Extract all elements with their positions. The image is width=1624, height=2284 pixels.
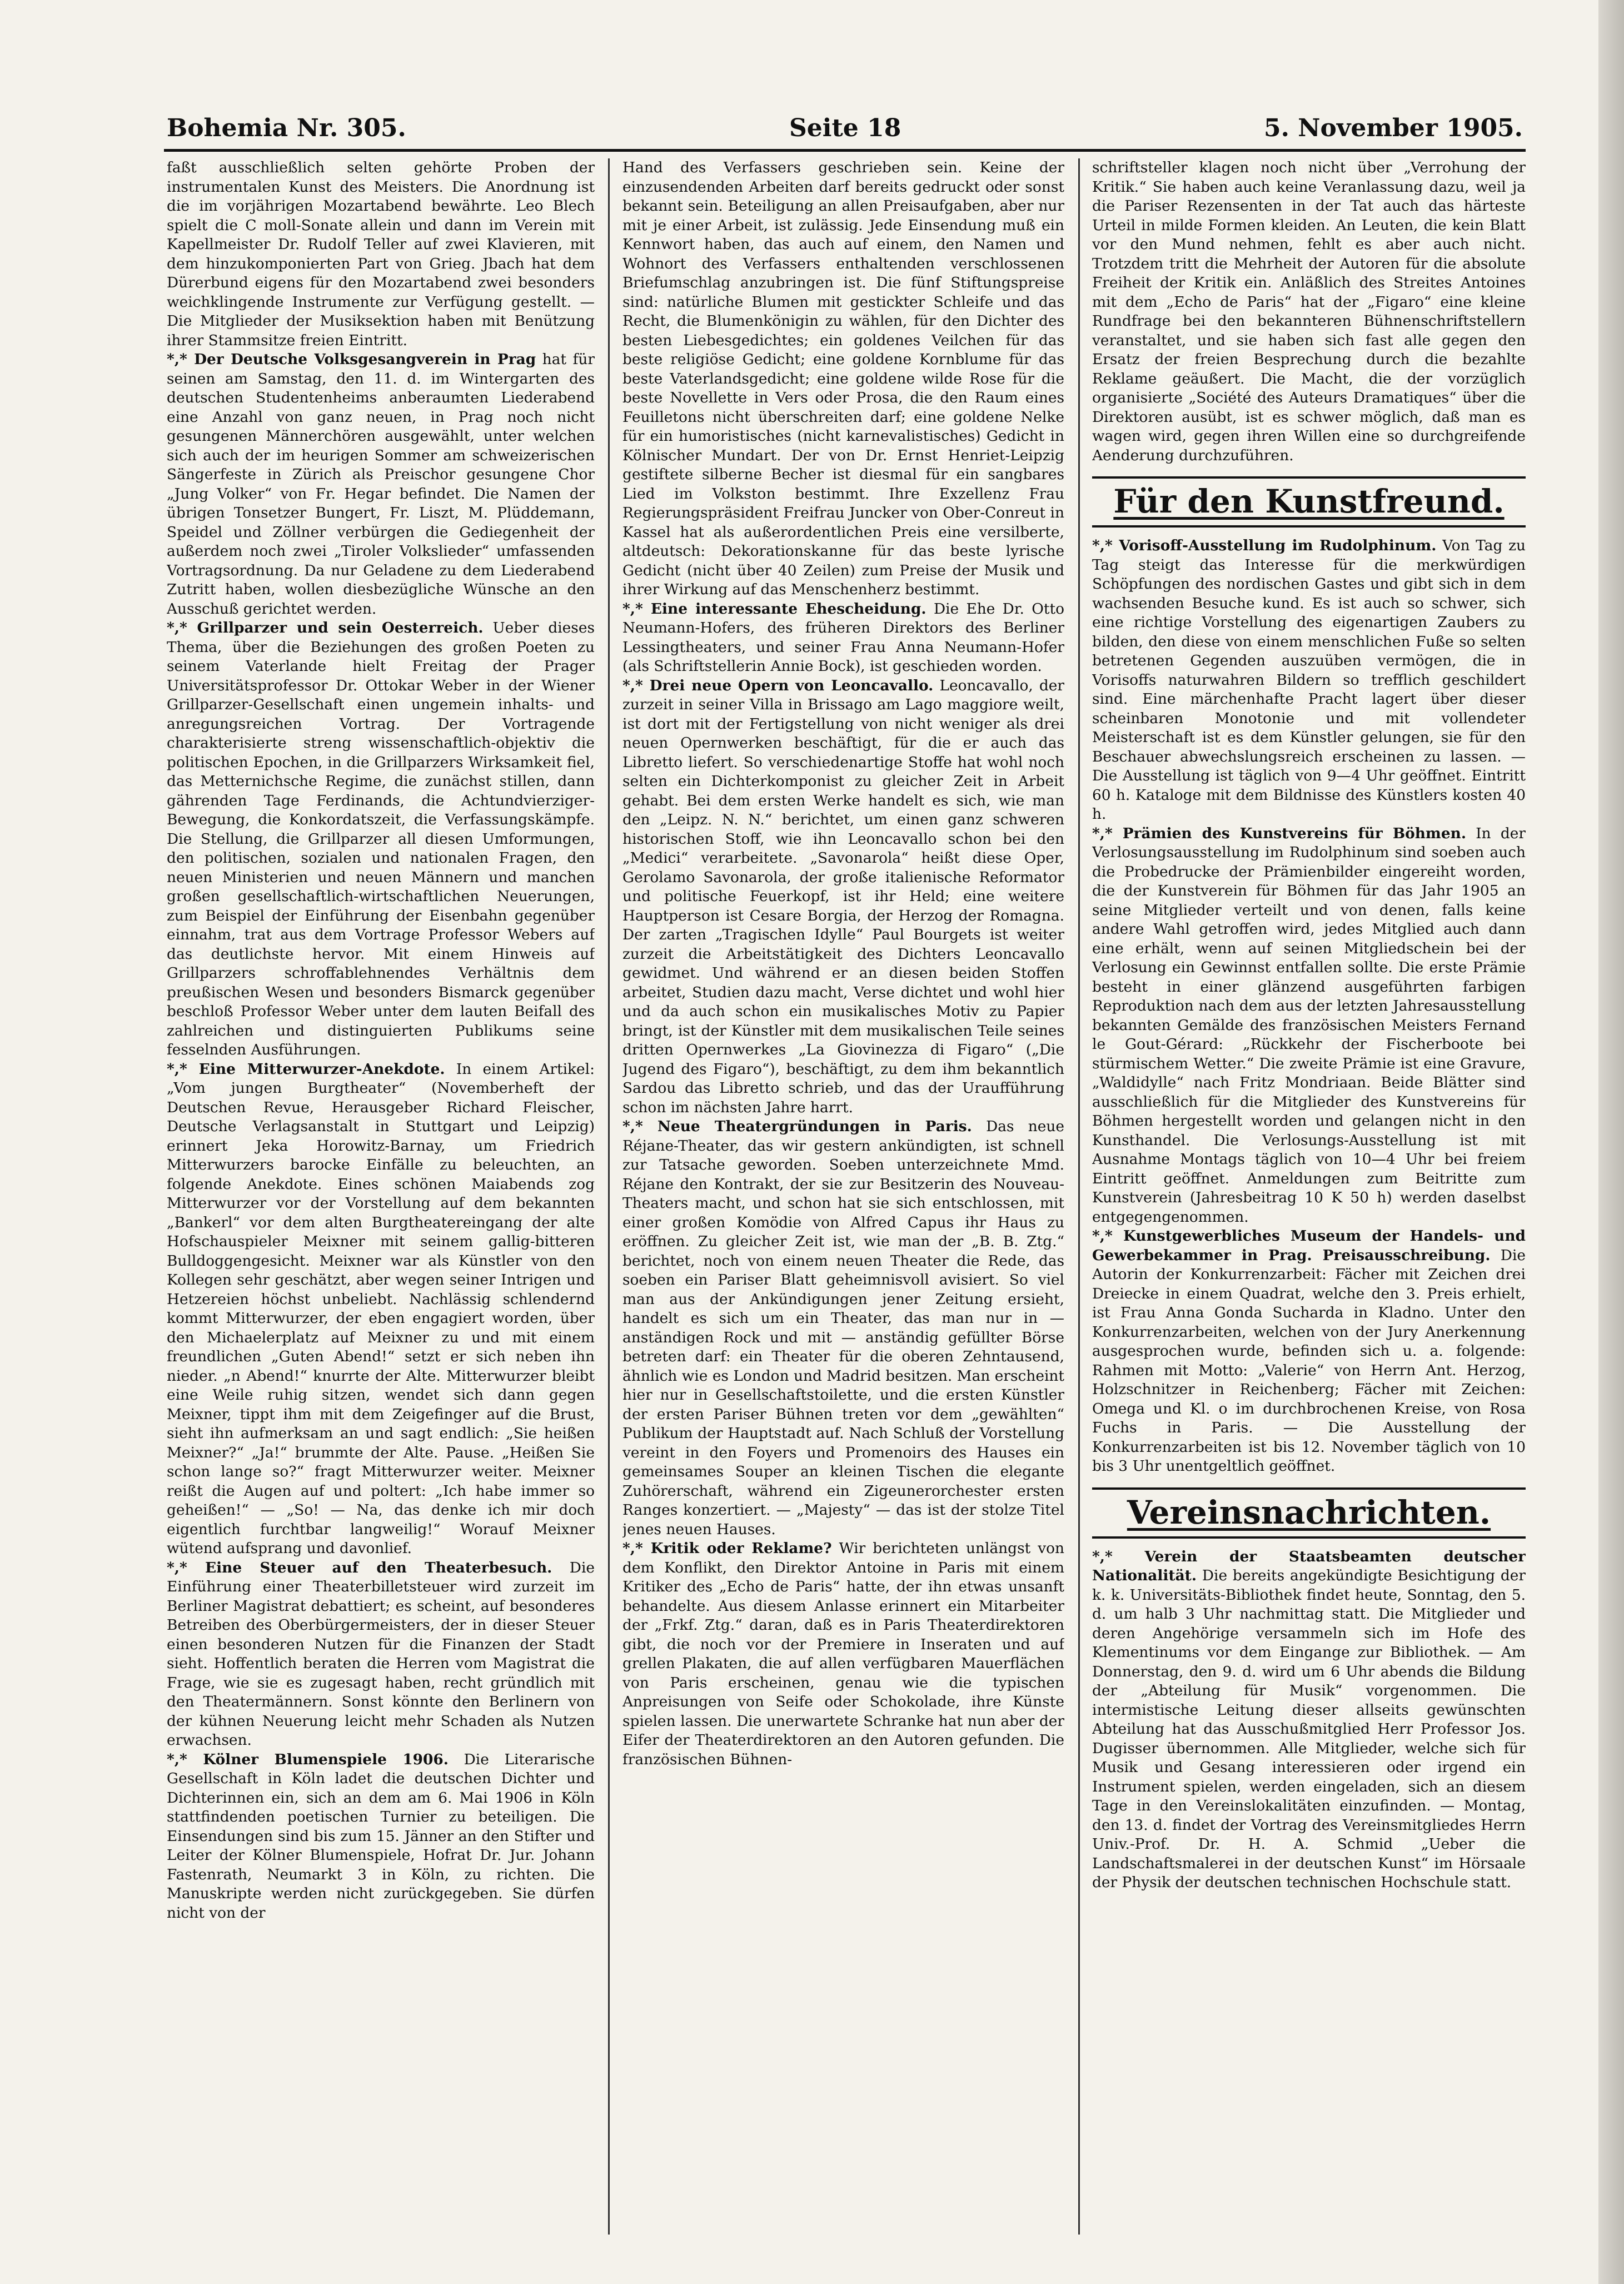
article <box>167 1750 595 1923</box>
article-body: Wir berichteten unlängst von dem Konflikt, den Direktor Antoine in Paris mit einem Kritiker des „Echo de Paris“ hatte, der ihn etwas unsanft behandelte. Aus diesem Anlasse erinnert ein Mitarbeiter der „Frkf. Ztg.“ daran, daß es in Paris Theaterdirektoren gibt, die noch vor der Premiere in Inseraten und auf grellen Plakaten, die auf allen verfügbaren Mauerflächen von Paris erscheinen, genau wie die typischen Anpreisungen von Seife oder Schokolade, ihre Künste spielen lassen. Die unerwartete Schranke hat nun aber der Eifer der Theaterdirektoren an den Autoren gefunden. Die französischen Bühnen- <box>622 1540 1064 1768</box>
article-body: hat für seinen am Samstag, den 11. d. im Wintergarten des deutschen Studentenheims anberaumten Liederabend eine Anzahl von ganz neuen, in Prag noch nicht gesungenen Männerchören ausgewählt, unter welchen sich auch der im heurigen Sommer am schweizerischen Sängerfeste in Zürich als Preischor gesungene Chor „Jung Volker“ von Fr. Hegar befindet. Die Namen der übrigen Tonsetzer Bungert, Fr. Liszt, M. Plüddemann, Speidel und Zöllner verbürgen die Gediegenheit der außerdem noch zwei „Tiroler Volkslieder“ umfassenden Vortragsordnung. Da nur Geladene zu dem Liederabend Zutritt haben, wollen diesbezügliche Wünsche an den Ausschuß gerichtet werden. <box>167 351 595 618</box>
article-heading: *,* Kölner Blumenspiele 1906. <box>167 1750 449 1768</box>
article-heading: *,* Drei neue Opern von Leoncavallo. <box>622 676 934 694</box>
article-heading: *,* Kunstgewerbliches Museum der Handels- und Gewerbekammer in Prag. Preisausschreibung. <box>1092 1227 1526 1264</box>
article <box>622 1117 1064 1539</box>
article <box>1092 824 1526 1227</box>
section-title: Für den Kunstfreund. <box>1113 482 1505 520</box>
article-body: Die Autorin der Konkurrenzarbeit: Fächer mit Zeichen drei Dreiecke in einem Quadrat, welche den 3. Preis erhielt, ist Frau Anna Gonda Sucharda in Kladno. Unter den Konkurrenzarbeiten, welchen von der Jury Anerkennung ausgesprochen wurde, befinden sich u. a. folgende: Rahmen mit Motto: „Valerie“ von Herrn Ant. Herzog, Holzschnitzer in Reichenberg; Fächer mit Zeichen: Omega und Kl. o im durchbrochenen Kreise, von Rosa Fuchs in Paris. — Die Ausstellung der Konkurrenzarbeiten ist bis 12. November täglich von 10 bis 3 Uhr unentgeltlich geöffnet. <box>1092 1246 1526 1475</box>
article-heading: *,* Vorisoff-Ausstellung im Rudolphinum. <box>1092 537 1437 554</box>
article-heading: *,* Verein der Staatsbeamten deutscher Nationalität. <box>1092 1547 1526 1584</box>
article <box>1092 536 1526 824</box>
header-date: 5. November 1905. <box>1264 114 1523 142</box>
header-masthead: Bohemia Nr. 305. <box>167 114 406 142</box>
article <box>167 350 595 619</box>
article-heading: *,* Prämien des Kunstvereins für Böhmen. <box>1092 824 1467 842</box>
article-heading: *,* Neue Theatergründungen in Paris. <box>622 1118 972 1135</box>
article-body: Leoncavallo, der zurzeit in seiner Villa in Brissago am Lago maggiore weilt, ist dort mit der Fertigstellung von nicht weniger als drei neuen Opernwerken beschäftigt, für die er auch das Libretto liefert. So verschiedenartige Stoffe hat wohl noch selten ein Dichterkomponist zu gleicher Zeit in Arbeit gehabt. Bei dem ersten Werke handelt es sich, wie man den „Leipz. N. N.“ berichtet, um einen ganz schweren historischen Stoff, wie ihn Leoncavallo schon bei den „Medici“ verarbeitete. „Savonarola“ heißt diese Oper, Gerolamo Savonarola, der große italienische Reformator und politische Feuerkopf, ist ihr Held; eine weitere Hauptperson ist Cesare Borgia, der Herzog der Romagna. Der zarten „Tragischen Idylle“ Paul Bourgets ist weiter zurzeit die Arbeitstätigkeit des Dichters Leoncavallo gewidmet. Und während er an diesen beiden Stoffen arbeitet, Studien dazu macht, Verse dichtet und wohl hier und da auch schon ein musikalisches Motiv zu Papier bringt, ist der Künstler mit dem musikalischen Teile seines dritten Opernwerkes „La Giovinezza di Figaro“ („Die Jugend des Figaro“), beschäftigt, zu dem ihm bekanntlich Sardou das Libretto schrieb, und das der Uraufführung schon im nächsten Jahre harrt. <box>622 676 1064 1116</box>
article-heading: *,* Eine Steuer auf den Theaterbesuch. <box>167 1559 552 1576</box>
header-rule <box>164 149 1526 152</box>
article-heading: *,* Der Deutsche Volksgesangverein in Prag <box>167 351 536 368</box>
column-2 <box>622 158 1064 2237</box>
article-body: In einem Artikel: „Vom jungen Burgtheater“ (Novemberheft der Deutschen Revue, Herausgeber Richard Fleischer, Deutsche Verlagsanstalt in Stuttgart und Leipzig) erinnert Jeka Horowitz-Barnay, um Friedrich Mitterwurzers barocke Einfälle zu beleuchten, an folgende Anekdote. Eines schönen Maiabends zog Mitterwurzer vor der Vorstellung auf dem bekannten „Bankerl“ vor dem alten Burgtheatereingang der alte Hofschauspieler Meixner mit seinem gallig-bitteren Bulldoggengesicht. Meixner war als Künstler von den Kollegen sehr geschätzt, aber wegen seiner Intrigen und Hetzereien höchst unbeliebt. Nachlässig schlendernd kommt Mitterwurzer, der eben engagiert worden, über den Michaelerplatz auf Meixner zu und mit einem freundlichen „Guten Abend!“ setzt er sich neben ihn nieder. „n Abend!“ knurrte der Alte. Mitterwurzer bleibt eine Weile ruhig sitzen, wendet sich dann gegen Meixner, tippt ihm mit dem Zeigefinger auf die Brust, sieht ihn aufmerksam an und sagt endlich: „Sie heißen Meixner?“ „Ja!“ brummte der Alte. Pause. „Heißen Sie schon lange so?“ fragt Mitterwurzer weiter. Meixner reißt die Augen auf und poltert: „Ich habe immer so geheißen!“ — „So! — Na, das denke ich mir doch eigentlich furchtbar langweilig!“ Worauf Meixner wütend aufsprang und davonlief. <box>167 1060 595 1557</box>
article-heading: *,* Grillparzer und sein Oesterreich. <box>167 619 484 636</box>
article-continuation: faßt ausschließlich selten gehörte Proben der instrumentalen Kunst des Meisters. Die Anordnung ist die im vorjährigen Mozartabend bewährte. Leo Blech spielt die C moll-Sonate allein und dann im Verein mit Kapellmeister Dr. Rudolf Teller auf zwei Klavieren, mit dem hinzukomponierten Part von Grieg. Jbach hat dem Dürerbund eigens für den Mozartabend zwei besonders weichklingende Instrumente zur Verfügung gestellt. — Die Mitglieder der Musiksektion haben mit Benützung ihrer Stammsitze freien Eintritt. <box>167 159 595 349</box>
article-body: Die Einführung einer Theaterbilletsteuer wird zurzeit im Berliner Magistrat debattiert; es scheint, auf besonderes Betreiben des Oberbürgermeisters, der in dieser Steuer einen besonderen Nutzen für die Finanzen der Stadt sieht. Hoffentlich beraten die Herren vom Magistrat die Frage, wie sie es zugesagt haben, recht gründlich mit den Theatermännern. Sonst könnte den Berlinern von der kühnen Neuerung leicht mehr Schaden als Nutzen erwachsen. <box>167 1559 595 1749</box>
article <box>167 619 595 1060</box>
article <box>622 600 1064 676</box>
article <box>622 1539 1064 1769</box>
header-page-number: Seite 18 <box>789 114 901 142</box>
article-heading: *,* Eine Mitterwurzer-Anekdote. <box>167 1060 445 1078</box>
article-continuation: Hand des Verfassers geschrieben sein. Keine der einzusendenden Arbeiten darf bereits gedruckt oder sonst bekannt sein. Beteiligung an allen Preisaufgaben, aber nur mit je einer Arbeit, ist zulässig. Jede Einsendung muß ein Kennwort haben, das auch auf einem, den Namen und Wohnort des Verfassers enthaltenden verschlossenen Briefumschlag anzubringen ist. Die fünf Stiftungspreise sind: natürliche Blumen mit gestickter Schleife und das Recht, die Blumenkönigin zu wählen, für den Dichter des besten Liebesgedichtes; ein goldenes Veilchen für das beste religiöse Gedicht; eine goldene Kornblume für das beste Vaterlandsgedicht; eine goldene wilde Rose für die beste Novellette in Vers oder Prosa, die den Raum eines Feuilletons nicht überschreiten darf; eine goldene Nelke für ein humoristisches (nicht karnevalistisches) Gedicht in Kölnischer Mundart. Der von Dr. Ernst Henriet-Leipzig gestiftete silberne Becher ist diesmal für ein sangbares Lied im Volkston bestimmt. Ihre Exzellenz Frau Regierungspräsident Freifrau Juncker von Ober-Conreut in Kassel hat als außerordentlichen Preis eine versilberte, altdeutsch: Dekorationskanne für das beste lyrische Gedicht (nicht über 40 Zeilen) zum Preise der Musik und ihrer Wirkung auf das Menschenherz bestimmt. <box>622 159 1064 598</box>
article-body: Das neue Réjane-Theater, das wir gestern ankündigten, ist schnell zur Tatsache geworden. Soeben unterzeichnete Mmd. Réjane den Kontrakt, der sie zur Besitzerin des Nouveau-Theaters macht, und schon hat sie sich entschlossen, mit einer großen Komödie von Alfred Capus ihr Haus zu eröffnen. Zu gleicher Zeit ist, wie man der „B. B. Ztg.“ berichtet, noch von einem neuen Theater die Rede, das soeben ein Pariser Blatt geheimnisvoll avisiert. So viel man aus der Ankündigungen jener Zeitung ersieht, handelt es sich um ein Theater, das man nur in — anständigen Rock und mit — anständig gefüllter Börse betreten darf: ein Theater für die oberen Zehntausend, ähnlich wie es London und Madrid besitzen. Man erscheint hier nur in Gesellschaftstoilette, und die ersten Künstler der ersten Pariser Bühnen treten vor dem „gewählten“ Publikum der Hauptstadt auf. Nach Schluß der Vorstellung vereint in den Foyers und Promenoirs des Hauses ein gemeinsames Souper an kleinen Tischen die elegante Zuhörerschaft, während ein Zigeunerorchester ersten Ranges konzertiert. — „Majesty“ — das ist der stolze Titel jenes neuen Hauses. <box>622 1118 1064 1538</box>
article <box>622 676 1064 1118</box>
column-divider-1 <box>608 158 610 2235</box>
page-header <box>167 114 1523 153</box>
article-body: Ueber dieses Thema, über die Beziehungen des großen Poeten zu seinem Vaterlande hielt Freitag der Prager Universitätsprofessor Dr. Ottokar Weber in der Wiener Grillparzer-Gesellschaft einen ungemein inhalts- und anregungsreichen Vortrag. Der Vortragende charakterisierte streng wissenschaftlich-objektiv die politischen Epochen, in die Grillparzers Wirksamkeit fiel, das Metternichsche Regime, die zunächst stillen, dann gährenden Tage Ferdinands, die Achtundvierziger-Bewegung, die Konkordatszeit, die Verfassungskämpfe. Die Stellung, die Grillparzer all diesen Umformungen, den politischen, sozialen und nationalen Fragen, den neuen Ministerien und neuen Männern und manchen großen gesellschaftlich-wirtschaftlichen Neuerungen, zum Beispiel der Einführung der Eisenbahn gegenüber einnahm, trat aus dem Vortrage Professor Webers auf das deutlichste hervor. Mit einem Hinweis auf Grillparzers schroffablehnendes Verhältnis dem preußischen Wesen und besonders Bismarck gegenüber beschloß Professor Weber unter dem lauten Beifall des zahlreichen und distinguierten Publikums seine fesselnden Ausführungen. <box>167 619 595 1058</box>
article <box>1092 1547 1526 1893</box>
article-body: Die Literarische Gesellschaft in Köln ladet die deutschen Dichter und Dichterinnen ein, sich an dem am 6. Mai 1906 in Köln stattfindenden poetischen Turnier zu beteiligen. Die Einsendungen sind bis zum 15. Jänner an den Stifter und Leiter der Kölner Blumenspiele, Hofrat Dr. Jur. Johann Fastenrath, Neumarkt 3 in Köln, zu richten. Die Manuskripte werden nicht zurückgegeben. Sie dürfen nicht von der <box>167 1750 595 1922</box>
article-body: Von Tag zu Tag steigt das Interesse für die merkwürdigen Schöpfungen des nordischen Gastes und gibt sich in dem wachsenden Besuche kund. Es ist auch so schwer, sich eine richtige Vorstellung des eigenartigen Zaubers zu bilden, den diese von einem menschlichen Fuße so selten betretenen Gegenden auszuüben vermögen, die in Vorisoffs naturwahren Bildern so trefflich geschildert sind. Eine märchenhafte Pracht lagert über dieser scheinbaren Monotonie und mit vollendeter Meisterschaft ist es dem Künstler gelungen, sie für den Beschauer abwechslungsreich erscheinen zu lassen. — Die Ausstellung ist täglich von 9—4 Uhr geöffnet. Eintritt 60 h. Kataloge mit dem Bildnisse des Künstlers kosten 40 h. <box>1092 537 1526 823</box>
article-continuation: schriftsteller klagen noch nicht über „Verrohung der Kritik.“ Sie haben auch keine Veranlassung dazu, weil ja die Pariser Rezensenten in der Tat auch das härteste Urteil in milde Formen kleiden. An Leuten, die kein Blatt vor den Mund nehmen, fehlt es aber auch nicht. Trotzdem tritt die Mehrheit der Autoren für die absolute Freiheit der Kritik ein. Anläßlich des Streites Antoines mit dem „Echo de Paris“ hat der „Figaro“ eine kleine Rundfrage bei den bekannteren Bühnenschriftstellern veranstaltet, und sie haben sich fast alle gegen den Ersatz der freien Besprechung durch die bezahlte Reklame geäußert. Die Macht, die der vorzüglich organisierte „Société des Auteurs Dramatiques“ über die Direktoren ausübt, ist es schwer möglich, daß man es wagen wird, gegen ihren Willen eine so durchgreifende Aenderung durchzuführen. <box>1092 159 1526 464</box>
article-heading: *,* Kritik oder Reklame? <box>622 1540 832 1557</box>
article-body: Die Ehe Dr. Otto Neumann-Hofers, des früheren Direktors des Berliner Lessingtheaters, und seiner Frau Anna Neumann-Hofer (als Schriftstellerin Annie Bock), ist geschieden worden. <box>622 600 1064 675</box>
article-body: In der Verlosungsausstellung im Rudolphinum sind soeben auch die Probedrucke der Prämienbilder eingereiht worden, die der Kunstverein für Böhmen für das Jahr 1905 an seine Mitglieder verteilt und von denen, falls keine andere Wahl getroffen wird, jedes Mitglied auch dann eine erhält, wenn auf seinen Mitgliedschein bei der Verlosung ein Gewinnst entfallen sollte. Die erste Prämie besteht in einer glänzend ausgeführten farbigen Reproduktion nach dem aus der letzten Jahresausstellung bekannten Gemälde des französischen Meisters Fernand le Gout-Gérard: „Rückkehr der Fischerboote bei stürmischem Wetter.“ Die zweite Prämie ist eine Gravure, „Waldidylle“ nach Fritz Mondriaan. Beide Blätter sind ausschließlich für die Mitglieder des Kunstvereins für Böhmen hergestellt worden und gelangen nicht in den Kunsthandel. Die Verlosungs-Ausstellung ist mit Ausnahme Montags täglich von 10—4 Uhr bei freiem Eintritt geöffnet. Anmeldungen zum Beitritte zum Kunstverein (Jahresbeitrag 10 K 50 h) werden daselbst entgegengenommen. <box>1092 824 1526 1226</box>
column-divider-2 <box>1078 158 1080 2235</box>
article <box>1092 1227 1526 1476</box>
article-body: Die bereits angekündigte Besichtigung der k. k. Universitäts-Bibliothek findet heute, Sonntag, den 5. d. um halb 3 Uhr nachmittag statt. Die Mitglieder und deren Angehörige versammeln sich im Hofe des Klementinums vor dem Eingange zur Bibliothek. — Am Donnerstag, den 9. d. wird um 6 Uhr abends die Bildung der „Abteilung für Musik“ vorgenommen. Die intermistische Leitung dieser allseits gewünschten Abteilung hat das Ausschußmitglied Herr Professor Jos. Dugisser übernommen. Alle Mitglieder, welche sich für Musik und Gesang interessieren oder irgend ein Instrument spielen, werden eingeladen, sich an diesem Tage in den Vereinslokalitäten einzufinden. — Montag, den 13. d. findet der Vortrag des Vereinsmitgliedes Herrn Univ.-Prof. Dr. H. A. Schmid „Ueber die Landschaftsmalerei in der deutschen Kunst“ im Hörsaale der Physik der deutschen technischen Hochschule statt. <box>1092 1567 1526 1891</box>
section-title: Vereinsnachrichten. <box>1127 1493 1491 1531</box>
article <box>167 1060 595 1559</box>
section-header-kunstfreund <box>1092 476 1526 528</box>
article-heading: *,* Eine interessante Ehescheidung. <box>622 600 926 618</box>
column-3 <box>1092 158 1526 2237</box>
section-header-vereinsnachrichten <box>1092 1487 1526 1539</box>
article <box>167 1559 595 1750</box>
column-1 <box>167 158 595 2237</box>
